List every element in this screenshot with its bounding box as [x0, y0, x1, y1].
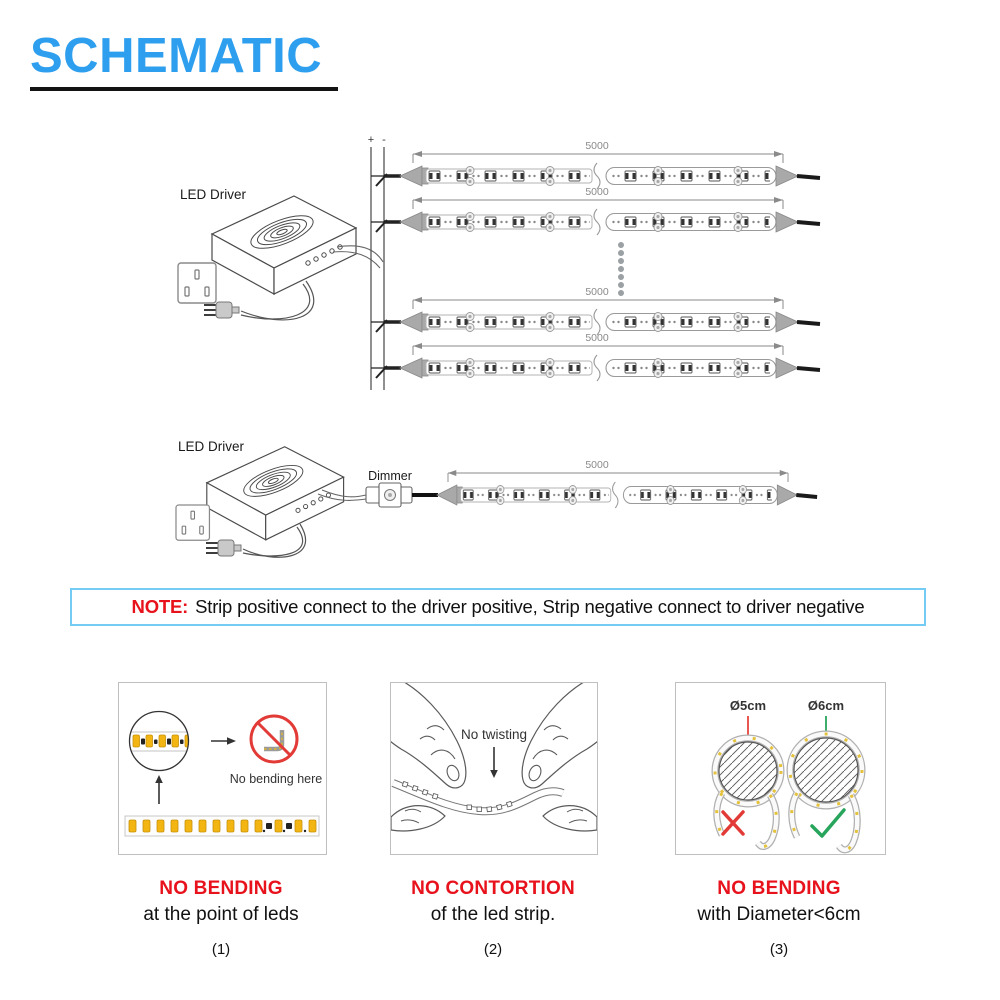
led-strip-1 — [400, 163, 820, 189]
caption3-subheading: with Diameter<6cm — [697, 904, 861, 925]
led-strip-sample — [125, 816, 319, 836]
caption1-subheading: at the point of leds — [143, 904, 299, 925]
x-mark-icon — [723, 812, 743, 834]
power-bus — [368, 134, 386, 390]
wall-outlet-1 — [178, 263, 216, 303]
panel3-illustration — [676, 683, 885, 854]
panel-no-bending-diameter — [675, 682, 886, 855]
caption2-index: (2) — [483, 941, 503, 958]
power-plug-1 — [204, 302, 239, 318]
strip-feed-taps — [371, 174, 401, 378]
diagram-multiple-strips — [178, 134, 820, 390]
power-plug-2 — [206, 540, 241, 556]
note-box — [70, 588, 926, 626]
dimension-label-2: 5000 — [585, 186, 609, 198]
continuation-dots — [618, 242, 624, 296]
panel-no-contortion — [390, 682, 598, 855]
cylinder-large-hatch — [794, 738, 858, 802]
caption1-index: (1) — [211, 941, 231, 958]
note-label: NOTE: — [131, 596, 189, 617]
diameter-5cm-label: Ø5cm — [729, 698, 767, 713]
dimension-line-2 — [413, 197, 783, 209]
caption2-subheading: of the led strip. — [430, 904, 556, 925]
caption-1 — [101, 878, 341, 958]
dimension-label-4: 5000 — [585, 332, 609, 344]
no-bending-prohibition-icon — [251, 716, 297, 762]
dimension-line-3 — [413, 297, 783, 309]
page-title: SCHEMATIC — [30, 29, 323, 83]
dimmer — [366, 469, 412, 507]
dimension-line-4 — [413, 343, 783, 355]
led-strip-3 — [400, 309, 820, 335]
panel2-annotation: No twisting — [460, 727, 528, 742]
led-strip-2 — [400, 209, 820, 235]
led-driver-label-2: LED Driver — [178, 439, 245, 454]
caption3-heading: NO BENDING — [717, 878, 841, 899]
wall-outlet-2 — [176, 505, 209, 540]
caption-2 — [373, 878, 613, 958]
magnified-strip — [127, 732, 192, 751]
panel2-illustration — [391, 683, 597, 854]
led-strip-4 — [400, 355, 820, 381]
loop-6cm — [790, 698, 862, 850]
loop-5cm — [715, 698, 781, 846]
arrow-up-icon — [155, 775, 163, 804]
right-hand — [522, 683, 597, 831]
check-mark-icon — [812, 810, 844, 836]
dimension-label-5: 5000 — [585, 459, 609, 471]
diameter-6cm-label: Ø6cm — [807, 698, 845, 713]
dimension-line-5 — [448, 470, 788, 482]
dimension-label-1: 5000 — [585, 140, 609, 152]
led-driver-1 — [212, 196, 356, 294]
dimension-label-3: 5000 — [585, 286, 609, 298]
caption-3 — [659, 878, 899, 958]
note-text: Strip positive connect to the driver positive, Strip negative connect to driver negative — [195, 596, 865, 617]
panel1-illustration — [119, 683, 326, 854]
panel-no-bending-at-leds — [118, 682, 327, 855]
bus-negative-label: - — [382, 134, 386, 146]
led-driver-label-1: LED Driver — [180, 187, 247, 202]
bus-positive-label: + — [367, 134, 375, 146]
panel1-annotation: No bending here — [229, 772, 323, 786]
arrow-right-icon — [211, 737, 236, 745]
dimmer-label: Dimmer — [368, 469, 412, 483]
arrow-down-icon — [490, 747, 498, 778]
caption2-heading: NO CONTORTION — [411, 878, 575, 899]
caption3-index: (3) — [769, 941, 789, 958]
led-strip-5 — [437, 482, 817, 508]
led-driver-2 — [207, 447, 344, 540]
caption1-heading: NO BENDING — [159, 878, 283, 899]
dimension-line-1 — [413, 151, 783, 163]
diagram-single-strip-dimmer — [176, 439, 817, 557]
cylinder-small-hatch — [719, 742, 777, 800]
